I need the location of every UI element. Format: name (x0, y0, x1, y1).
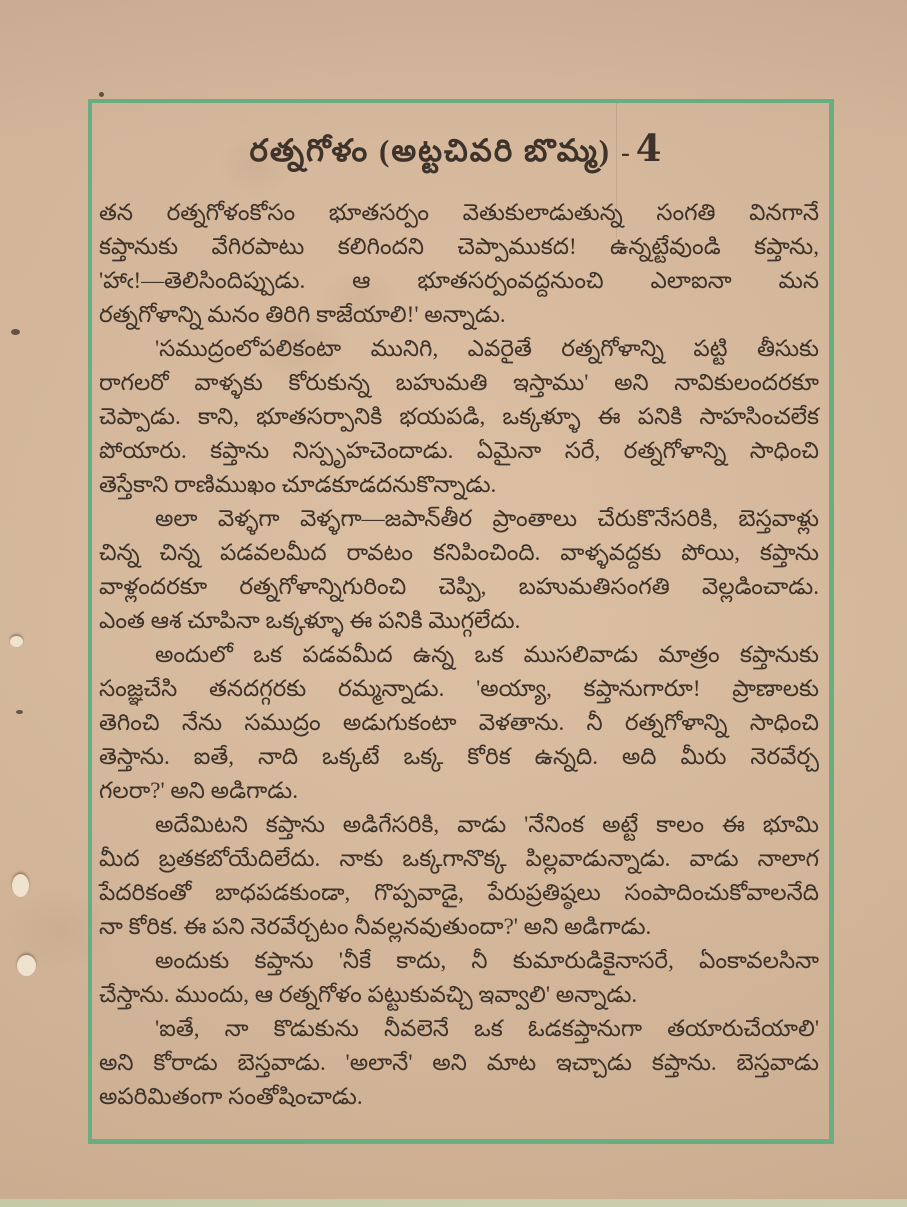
text-line: 'సముద్రంలోపలికంటా మునిగి, ఎవరైతే రత్నగోళాన్ని పట్టి తీసుకు (155, 336, 819, 361)
text-line: పోయారు. కప్తాను నిస్పృహచెందాడు. ఏమైనా సరే, రత్నగోళాన్ని సాధించి (99, 438, 819, 463)
text-line: నా కోరిక. ఈ పని నెరవేర్చటం నీవల్లనవుతుందా?' అని అడిగాడు. (99, 914, 652, 939)
text-line: రత్నగోళాన్ని మనం తిరిగి కాజేయాలి!' అన్నాడు. (99, 302, 506, 327)
text-line: వాళ్లందరకూ రత్నగోళాన్నిగురించి చెప్పి, బహుమతిసంగతి వెల్లడించాడు. (99, 574, 819, 599)
text-line: పేదరికంతో బాధపడకుండా, గొప్పవాడై, పేరుప్రతిష్ఠలు సంపాదించుకోవాలనేది (99, 880, 819, 905)
text-line: గలరా?' అని అడిగాడు. (99, 778, 298, 803)
text-line: తన రత్నగోళంకోసం భూతసర్పం వెతుకులాడుతున్న సంగతి వినగానే (99, 200, 819, 225)
paragraph (99, 196, 819, 332)
text-line: 'ఐతే, నా కొడుకును నీవలెనే ఒక ఓడకప్తానుగా తయారుచేయాలి' (155, 1016, 819, 1041)
paragraph (99, 1012, 819, 1114)
text-line: తెస్తాను. ఐతే, నాది ఒక్కటే ఒక్క కోరిక ఉన్నది. అది మీరు నెరవేర్చ (99, 744, 819, 769)
paragraph (99, 332, 819, 502)
title-text: రత్నగోళం (అట్టచివరి బొమ్మ) (249, 133, 612, 168)
margin-speck (16, 710, 23, 714)
text-line: రాగలరో వాళ్ళకు కోరుకున్న బహుమతి ఇస్తాము' అని నావికులందరకూ (99, 370, 819, 395)
margin-speck (11, 329, 20, 335)
paper-hole (17, 955, 36, 976)
paragraph (99, 638, 819, 808)
paragraph (99, 944, 819, 1012)
text-line: అని కోరాడు బెస్తవాడు. 'అలానే' అని మాట ఇచ్చాడు కప్తాను. బెస్తవాడు (99, 1050, 819, 1075)
text-line: అలా వెళ్ళగా వెళ్ళగా—జపాన్‌తీర ప్రాంతాలు చేరుకొనేసరికి, బెస్తవాళ్లు (155, 506, 819, 531)
text-line: తెస్తేకాని రాణిముఖం చూడకూడదనుకొన్నాడు. (99, 472, 497, 497)
title-number: 4 (635, 126, 664, 170)
paper-hole (12, 874, 29, 897)
text-line: చేస్తాను. ముందు, ఆ రత్నగోళం పట్టుకువచ్చి ఇవ్వాలి' అన్నాడు. (99, 982, 638, 1007)
text-line: కప్తానుకు వేగిరపాటు కలిగిందని చెప్పాముకద! ఉన్నట్టేవుండి కప్తాను, (99, 234, 819, 259)
text-line: చెప్పాడు. కాని, భూతసర్పానికి భయపడి, ఒక్కళ్ళూ ఈ పనికి సాహసించలేక (99, 404, 819, 429)
text-line: అందులో ఒక పడవమీద ఉన్న ఒక ముసలివాడు మాత్రం కప్తానుకు (155, 642, 819, 667)
title-separator: - (621, 138, 632, 167)
page-title (93, 126, 820, 176)
text-line: చిన్న చిన్న పడవలమీద రావటం కనిపించింది. వాళ్ళవద్దకు పోయి, కప్తాను (99, 540, 819, 565)
text-line: సంజ్ఞచేసి తనదగ్గరకు రమ్మన్నాడు. 'అయ్యా, కప్తానుగారూ! ప్రాణాలకు (99, 676, 819, 701)
next-page-edge (0, 1199, 907, 1207)
text-line: తెగించి నేను సముద్రం అడుగుకంటా వెళతాను. నీ రత్నగోళాన్ని సాధించి (99, 710, 819, 735)
text-line: అందుకు కప్తాను 'నీకే కాదు, నీ కుమారుడికైనాసరే, ఏంకావలసినా (155, 948, 819, 973)
text-line: అపరిమితంగా సంతోషించాడు. (99, 1084, 363, 1109)
paper-hole (10, 636, 23, 647)
text-line: ఎంత ఆశ చూపినా ఒక్కళ్ళూ ఈ పనికి మొగ్గలేదు. (99, 608, 521, 633)
text-line: మీద బ్రతకబోయేదిలేదు. నాకు ఒక్కగానొక్క పిల్లవాడున్నాడు. వాడు నాలాగ (99, 846, 819, 871)
text-line: అదేమిటని కప్తాను అడిగేసరికి, వాడు 'నేనింక అట్టే కాలం ఈ భూమి (155, 812, 819, 837)
paragraph (99, 502, 819, 638)
paragraph (99, 808, 819, 944)
margin-speck (99, 92, 104, 97)
text-line: 'హాఁ!—తెలిసిందిప్పుడు. ఆ భూతసర్పంవద్దనుంచి ఎలాఐనా మన (99, 268, 819, 293)
body-text (99, 196, 819, 1114)
